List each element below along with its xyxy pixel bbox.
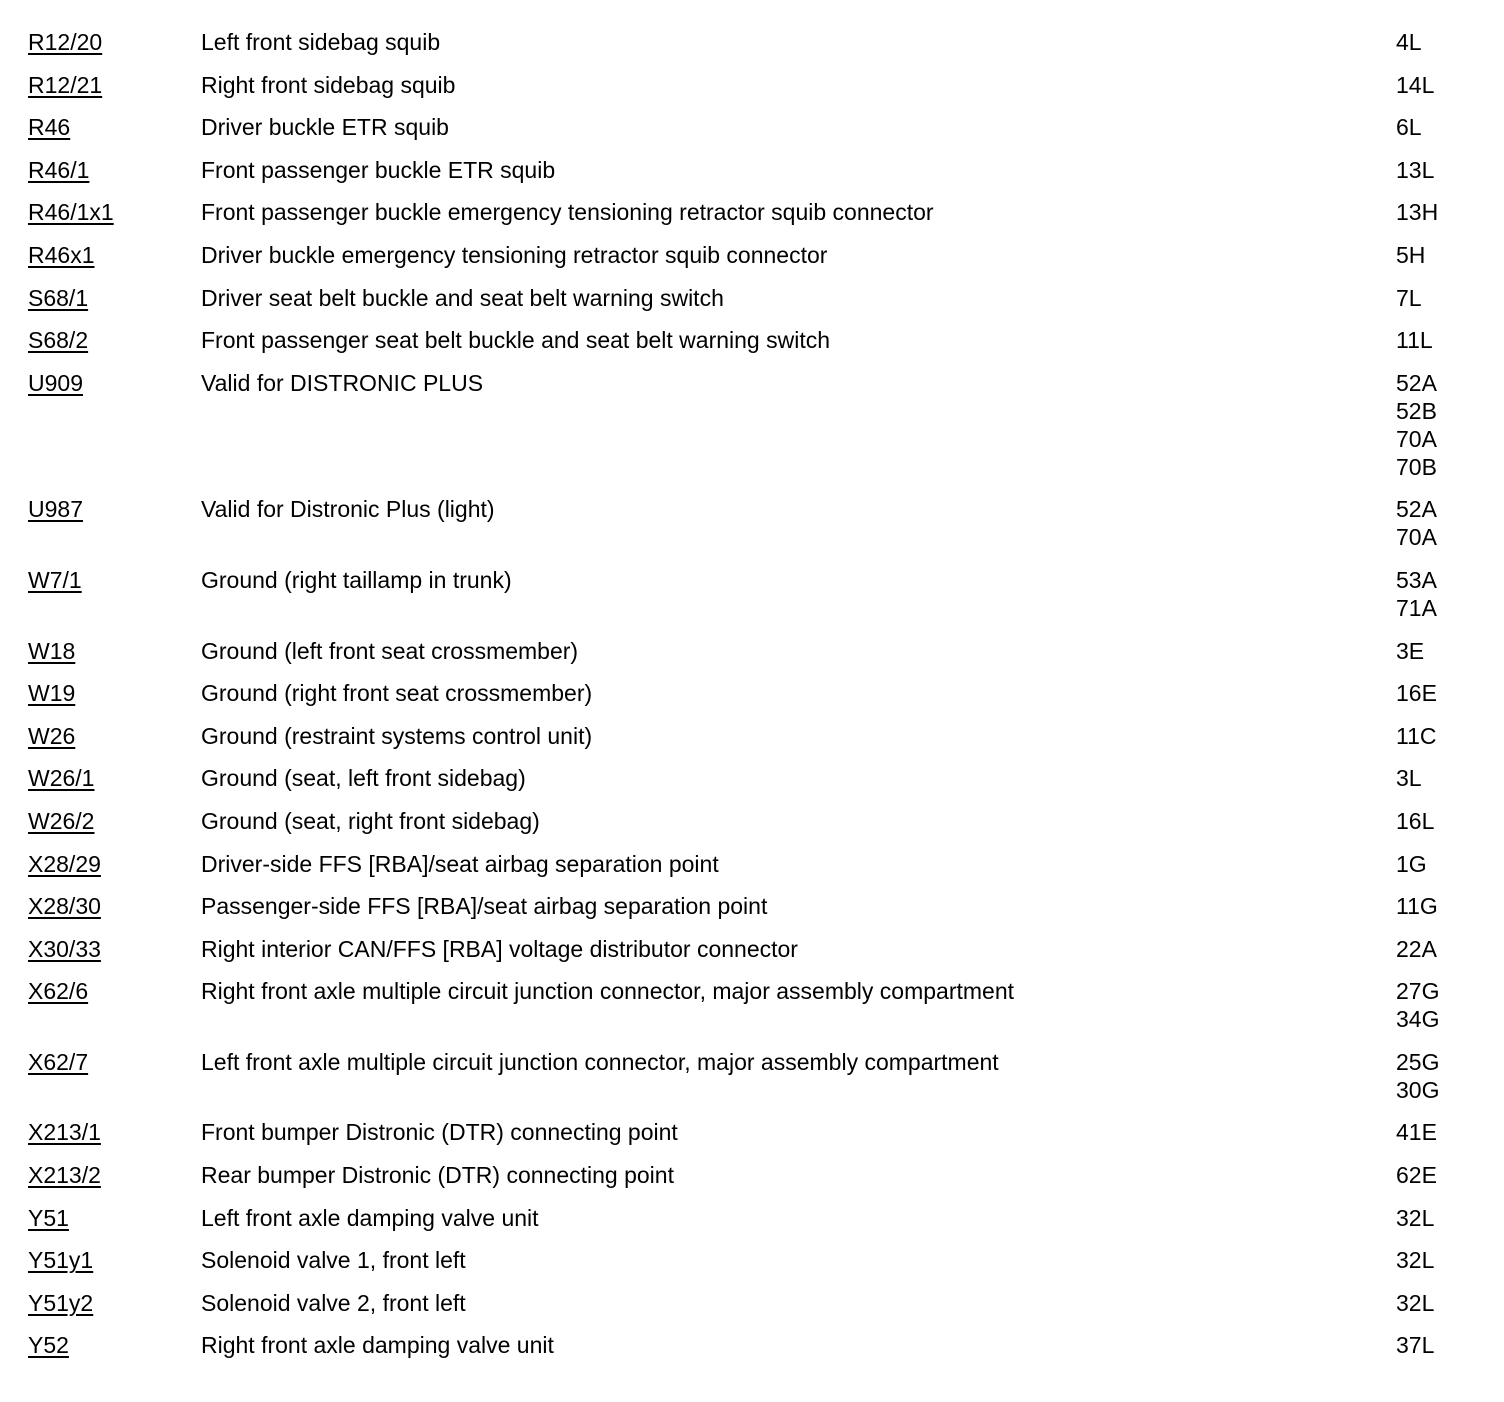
- component-description: Driver buckle ETR squib: [201, 114, 449, 141]
- component-code-cell: [0, 1246, 201, 1274]
- legend-row: [0, 1048, 1504, 1119]
- grid-coordinate: 52B: [1396, 397, 1437, 424]
- component-code-link[interactable]: X213/1: [28, 1119, 101, 1146]
- legend-row: [0, 326, 1504, 369]
- component-code-cell: [0, 764, 201, 792]
- legend-row: [0, 977, 1504, 1048]
- component-description: Front passenger buckle ETR squib: [201, 156, 556, 183]
- component-description: Solenoid valve 2, front left: [201, 1289, 466, 1316]
- component-description: Left front axle damping valve unit: [201, 1204, 539, 1231]
- component-code-cell: [0, 637, 201, 665]
- grid-coordinate: 52A: [1396, 369, 1437, 396]
- grid-coordinates: [1396, 1204, 1434, 1232]
- grid-coordinate: 11G: [1396, 893, 1438, 920]
- legend-row: [0, 722, 1504, 765]
- component-description: Rear bumper Distronic (DTR) connecting point: [201, 1162, 674, 1189]
- grid-coordinate: 7L: [1396, 284, 1422, 311]
- grid-coordinates: [1396, 284, 1422, 312]
- component-code-link[interactable]: W19: [28, 680, 76, 707]
- component-code-cell: [0, 284, 201, 312]
- legend-row: [0, 1289, 1504, 1332]
- grid-coordinate: 32L: [1396, 1289, 1435, 1316]
- component-code-cell: [0, 1048, 201, 1076]
- component-legend-list: [0, 28, 1504, 1374]
- grid-coordinate: 34G: [1396, 1006, 1440, 1033]
- component-code-cell: [0, 679, 201, 707]
- grid-coordinate: 16E: [1396, 680, 1437, 707]
- grid-coordinate: 6L: [1396, 114, 1422, 141]
- component-description: Ground (right front seat crossmember): [201, 680, 593, 707]
- component-code-link[interactable]: X62/7: [28, 1048, 89, 1075]
- component-code-link[interactable]: X62/6: [28, 978, 89, 1005]
- component-code-cell: [0, 935, 201, 963]
- grid-coordinates: [1396, 1246, 1434, 1274]
- legend-row: [0, 1161, 1504, 1204]
- legend-row: [0, 113, 1504, 156]
- component-code-link[interactable]: R46/1x1: [28, 199, 114, 226]
- component-code-cell: [0, 1161, 201, 1189]
- grid-coordinates: [1396, 28, 1422, 56]
- grid-coordinates: [1396, 1118, 1437, 1146]
- grid-coordinates: [1396, 241, 1425, 269]
- component-description: Front passenger seat belt buckle and seat belt warning switch: [201, 327, 831, 354]
- component-code-link[interactable]: W7/1: [28, 566, 82, 593]
- component-description: Left front axle multiple circuit junction connector, major assembly compartment: [201, 1048, 999, 1075]
- grid-coordinates: [1396, 1331, 1434, 1359]
- component-description: Right front sidebag squib: [201, 71, 456, 98]
- grid-coordinate: 11L: [1396, 327, 1433, 354]
- component-description: Valid for DISTRONIC PLUS: [201, 369, 484, 396]
- grid-coordinate: 25G: [1396, 1048, 1440, 1075]
- grid-coordinate: 32L: [1396, 1204, 1435, 1231]
- component-code-cell: [0, 1289, 201, 1317]
- component-description: Driver seat belt buckle and seat belt warning switch: [201, 284, 724, 311]
- legend-row: [0, 241, 1504, 284]
- grid-coordinate: 11C: [1396, 722, 1437, 749]
- grid-coordinates: [1396, 156, 1434, 184]
- component-code-cell: [0, 241, 201, 269]
- component-description: Ground (right taillamp in trunk): [201, 566, 512, 593]
- component-description: Valid for Distronic Plus (light): [201, 496, 495, 523]
- component-code-cell: [0, 156, 201, 184]
- legend-row: [0, 495, 1504, 566]
- grid-coordinate: 53A: [1396, 566, 1437, 593]
- legend-row: [0, 1118, 1504, 1161]
- component-code-cell: [0, 977, 201, 1005]
- grid-coordinates: [1396, 1048, 1439, 1104]
- grid-coordinates: [1396, 850, 1427, 878]
- component-code-link[interactable]: R46: [28, 114, 71, 141]
- component-code-link[interactable]: W26/2: [28, 807, 95, 834]
- legend-row: [0, 764, 1504, 807]
- legend-row: [0, 679, 1504, 722]
- component-description: Solenoid valve 1, front left: [201, 1247, 466, 1274]
- component-description: Left front sidebag squib: [201, 29, 441, 55]
- component-code-link[interactable]: R12/21: [28, 71, 103, 98]
- component-description: Right interior CAN/FFS [RBA] voltage distributor connector: [201, 935, 798, 962]
- grid-coordinates: [1396, 807, 1434, 835]
- grid-coordinates: [1396, 977, 1439, 1033]
- component-code-link[interactable]: W26/1: [28, 765, 95, 792]
- legend-row: [0, 156, 1504, 199]
- component-code-link[interactable]: X213/2: [28, 1162, 101, 1189]
- legend-row: [0, 1246, 1504, 1289]
- component-code-cell: [0, 566, 201, 594]
- legend-row: [0, 1204, 1504, 1247]
- legend-row: [0, 566, 1504, 637]
- component-description: Ground (left front seat crossmember): [201, 637, 579, 664]
- component-code-link[interactable]: X28/29: [28, 850, 101, 877]
- legend-row: [0, 850, 1504, 893]
- component-code-cell: [0, 1204, 201, 1232]
- grid-coordinates: [1396, 892, 1438, 920]
- component-code-cell: [0, 722, 201, 750]
- component-code-cell: [0, 495, 201, 523]
- grid-coordinate: 70A: [1396, 425, 1437, 452]
- grid-coordinate: 32L: [1396, 1247, 1435, 1274]
- component-code-cell: [0, 113, 201, 141]
- component-code-cell: [0, 326, 201, 354]
- component-code-cell: [0, 71, 201, 99]
- component-code-link[interactable]: Y52: [28, 1332, 69, 1359]
- component-code-link[interactable]: U987: [28, 496, 83, 523]
- grid-coordinate: 3L: [1396, 765, 1422, 792]
- component-code-cell: [0, 198, 201, 226]
- component-description: Ground (seat, left front sidebag): [201, 765, 526, 792]
- grid-coordinates: [1396, 369, 1437, 481]
- component-code-cell: [0, 28, 201, 56]
- grid-coordinates: [1396, 566, 1437, 622]
- component-code-link[interactable]: U909: [28, 369, 83, 396]
- legend-row: [0, 284, 1504, 327]
- grid-coordinates: [1396, 495, 1437, 551]
- component-code-cell: [0, 850, 201, 878]
- component-code-link[interactable]: X30/33: [28, 935, 101, 962]
- grid-coordinate: 27G: [1396, 978, 1440, 1005]
- component-description: Driver-side FFS [RBA]/seat airbag separation point: [201, 850, 719, 877]
- component-code-link[interactable]: W26: [28, 722, 76, 749]
- component-code-link[interactable]: S68/1: [28, 284, 89, 311]
- grid-coordinate: 13H: [1396, 199, 1439, 226]
- grid-coordinate: 41E: [1396, 1119, 1437, 1146]
- legend-row: [0, 637, 1504, 680]
- grid-coordinate: 14L: [1396, 71, 1435, 98]
- grid-coordinates: [1396, 113, 1422, 141]
- legend-row: [0, 71, 1504, 114]
- component-description: Front bumper Distronic (DTR) connecting point: [201, 1119, 678, 1146]
- component-code-link[interactable]: R46x1: [28, 241, 95, 268]
- grid-coordinates: [1396, 679, 1437, 707]
- component-code-link[interactable]: X28/30: [28, 893, 101, 920]
- grid-coordinates: [1396, 1161, 1437, 1189]
- grid-coordinates: [1396, 935, 1437, 963]
- grid-coordinate: 70B: [1396, 453, 1437, 480]
- component-description: Passenger-side FFS [RBA]/seat airbag separation point: [201, 893, 768, 920]
- grid-coordinate: 62E: [1396, 1162, 1437, 1189]
- grid-coordinate: 30G: [1396, 1076, 1440, 1103]
- component-description: Front passenger buckle emergency tensioning retractor squib connector: [201, 199, 934, 226]
- component-code-cell: [0, 892, 201, 920]
- component-description: Right front axle multiple circuit junction connector, major assembly compartment: [201, 978, 1015, 1005]
- component-code-cell: [0, 807, 201, 835]
- component-description: Right front axle damping valve unit: [201, 1332, 554, 1359]
- grid-coordinates: [1396, 764, 1422, 792]
- legend-row: [0, 935, 1504, 978]
- legend-row: [0, 807, 1504, 850]
- grid-coordinate: 3E: [1396, 637, 1425, 664]
- component-description: Ground (restraint systems control unit): [201, 722, 593, 749]
- component-code-link[interactable]: R12/20: [28, 29, 103, 55]
- grid-coordinates: [1396, 1289, 1434, 1317]
- component-code-link[interactable]: Y51: [28, 1204, 69, 1231]
- grid-coordinate: 71A: [1396, 594, 1437, 621]
- component-code-link[interactable]: W18: [28, 637, 76, 664]
- grid-coordinates: [1396, 722, 1437, 750]
- component-code-link[interactable]: R46/1: [28, 156, 90, 183]
- component-code-cell: [0, 1118, 201, 1146]
- grid-coordinate: 37L: [1396, 1332, 1435, 1359]
- grid-coordinate: 16L: [1396, 807, 1435, 834]
- grid-coordinate: 4L: [1396, 29, 1422, 55]
- grid-coordinate: 52A: [1396, 496, 1437, 523]
- legend-row: [0, 1331, 1504, 1374]
- grid-coordinates: [1396, 637, 1424, 665]
- component-description: Driver buckle emergency tensioning retractor squib connector: [201, 241, 828, 268]
- component-code-cell: [0, 1331, 201, 1359]
- legend-row: [0, 369, 1504, 496]
- component-code-link[interactable]: Y51y2: [28, 1289, 94, 1316]
- grid-coordinate: 5H: [1396, 241, 1426, 268]
- component-description: Ground (seat, right front sidebag): [201, 807, 540, 834]
- grid-coordinates: [1396, 198, 1438, 226]
- grid-coordinate: 22A: [1396, 935, 1437, 962]
- grid-coordinate: 1G: [1396, 850, 1427, 877]
- grid-coordinate: 13L: [1396, 156, 1435, 183]
- grid-coordinates: [1396, 71, 1434, 99]
- component-code-cell: [0, 369, 201, 397]
- component-code-link[interactable]: S68/2: [28, 327, 89, 354]
- grid-coordinate: 70A: [1396, 524, 1437, 551]
- component-code-link[interactable]: Y51y1: [28, 1247, 94, 1274]
- legend-row: [0, 892, 1504, 935]
- grid-coordinates: [1396, 326, 1433, 354]
- legend-row: [0, 198, 1504, 241]
- legend-row: [0, 28, 1504, 71]
